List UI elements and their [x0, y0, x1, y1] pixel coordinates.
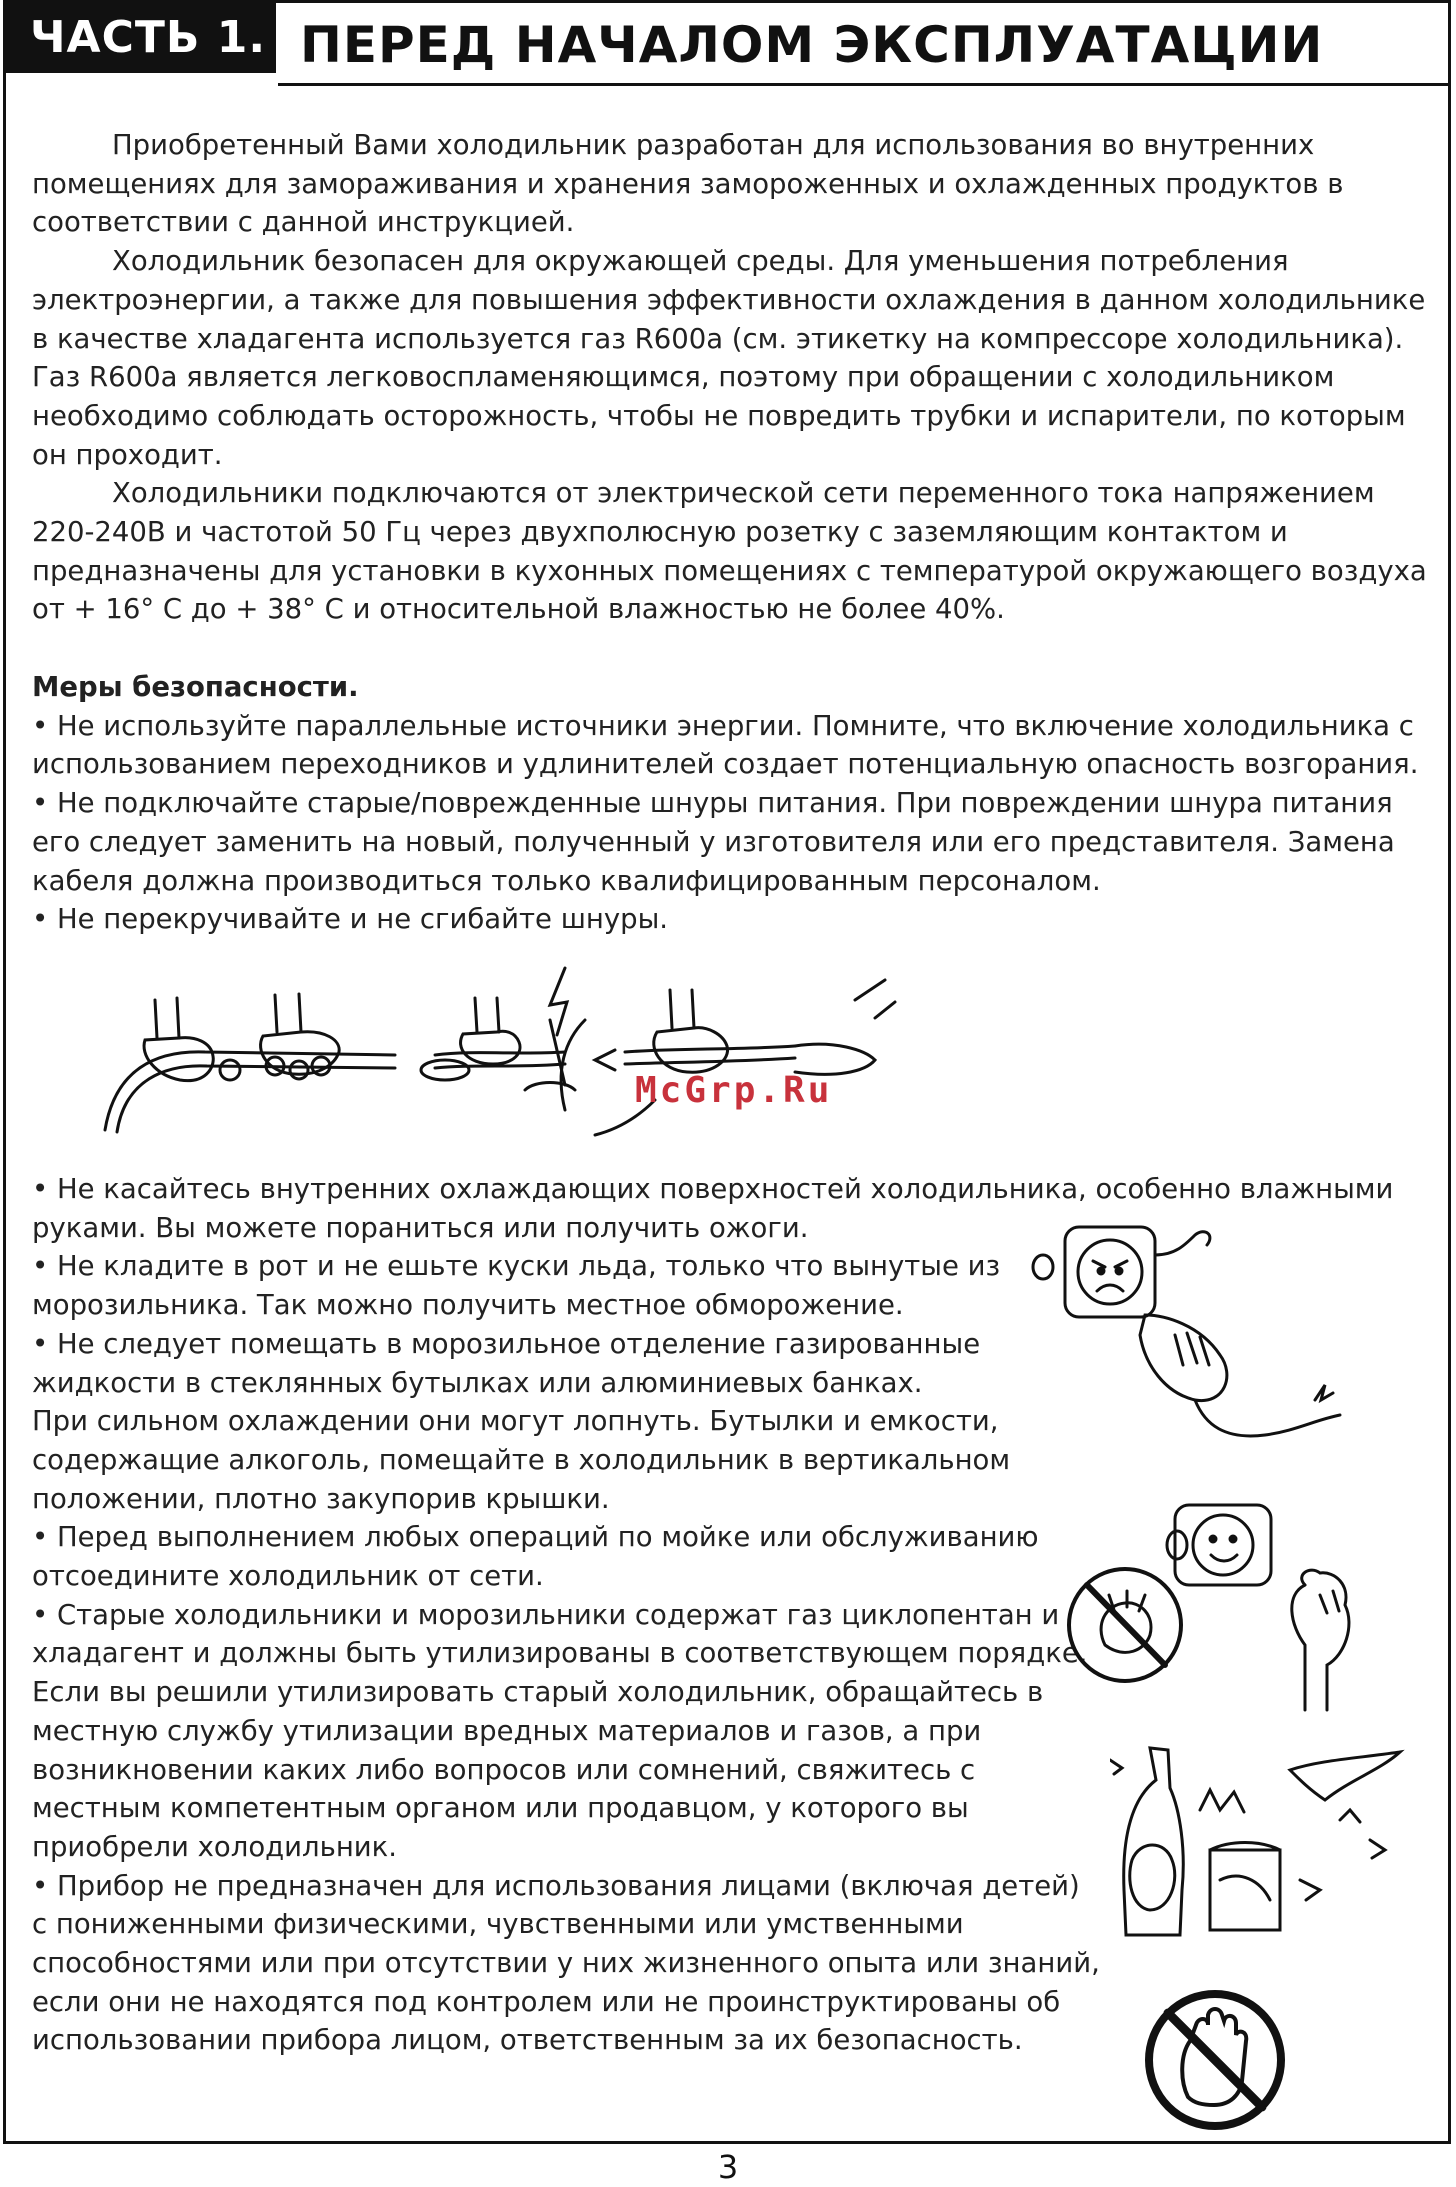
intro-paragraph-2: Холодильник безопасен для окружающей среды. Для уменьшения потребления электроэнергии, а также для повышения эффективности охлаждения в данном холодильнике в качестве хладагента используется газ R600a (см. этикетку на компрессоре холодильника). Газ R600a является легковоспламеняющимся, поэтому при обращении с холодильником необходимо соблюдать осторожность, чтобы не повредить трубки и испарители, по которым он проходит.: [32, 245, 1426, 471]
safety-section: [32, 668, 1432, 939]
watermark: McGrp.Ru: [635, 1070, 833, 1111]
safety-bullet-9: • Прибор не предназначен для использования лицами (включая детей) с пониженными физическими, чувственными или умственными способностями или при отсутствии у них жизненного опыта или знаний, если они не находятся под контролем или не проинструктированы об использовании прибора лицом, ответственным за их безопасность.: [32, 1869, 1100, 2057]
safety-bullet-1: • Не используйте параллельные источники энергии. Помните, что включение холодильника с использованием переходников и удлинителей создает потенциальную опасность возгорания.: [32, 709, 1419, 781]
intro-section: [32, 126, 1432, 629]
lower-bullets-column: [32, 1247, 1102, 2060]
safety-heading: Меры безопасности.: [32, 671, 359, 703]
safety-bullet-2: • Не подключайте старые/поврежденные шнуры питания. При повреждении шнура питания его следует заменить на новый, полученный у изготовителя или его представителя. Замена кабеля должна производиться только квалифицированным персоналом.: [32, 787, 1395, 897]
page-title: ПЕРЕД НАЧАЛОМ ЭКСПЛУАТАЦИИ: [278, 3, 1448, 86]
cord-twist-illustration: [95, 960, 915, 1140]
safety-bullet-7: • Перед выполнением любых операций по мойке или обслуживанию отсоедините холодильник от сети.: [32, 1521, 1039, 1593]
safety-bullet-6-continued: При сильном охлаждении они могут лопнуть. Бутылки и емкости, содержащие алкоголь, помещайте в холодильник в вертикальном положении, плотно закупорив крышки.: [32, 1405, 1011, 1515]
wet-hands-prohibited-illustration: [1065, 1495, 1365, 1715]
intro-paragraph-1: Приобретенный Вами холодильник разработан для использования во внутренних помещениях для замораживания и хранения замороженных и охлажденных продуктов в соответствии с данной инструкцией.: [32, 129, 1344, 239]
safety-bullet-3: • Не перекручивайте и не сгибайте шнуры.: [32, 903, 669, 936]
exploding-bottle-illustration: [1110, 1740, 1420, 1940]
intro-paragraph-3: Холодильники подключаются от электрической сети переменного тока напряжением 220-240В и частотой 50 Гц через двухполюсную розетку с заземляющим контактом и предназначены для установки в кухонных помещениях с температурой окружающего воздуха от + 16° С до + 38° С и относительной влажностью не более 40%.: [32, 477, 1427, 626]
safety-bullet-4-line-1: • Не касайтесь внутренних охлаждающих поверхностей холодильника, особенно влажными: [32, 1173, 1394, 1205]
safety-bullet-5: • Не кладите в рот и не ешьте куски льда, только что вынутые из морозильника. Так можно получить местное обморожение.: [32, 1250, 1001, 1322]
safety-bullet-6: • Не следует помещать в морозильное отделение газированные жидкости в стеклянных бутылках или алюминиевых банках.: [32, 1327, 981, 1399]
safety-bullet-8: • Старые холодильники и морозильники содержат газ циклопентан и хладагент и должны быть утилизированы в соответствующем порядке. Если вы решили утилизировать старый холодильник, обращайтесь в местную службу утилизации вредных материалов и газов, а при возникновении каких либо вопросов или сомнений, свяжитесь с местным компетентным органом или продавцом, у которого вы приобрели холодильник.: [32, 1598, 1088, 1863]
angry-socket-illustration: [1025, 1215, 1365, 1455]
stop-hand-prohibited-illustration: [1140, 1985, 1290, 2135]
part-label: ЧАСТЬ 1.: [6, 3, 276, 73]
page-number: 3: [717, 2148, 739, 2186]
safety-bullet-4-line-2: руками. Вы можете пораниться или получить ожоги.: [32, 1211, 809, 1244]
